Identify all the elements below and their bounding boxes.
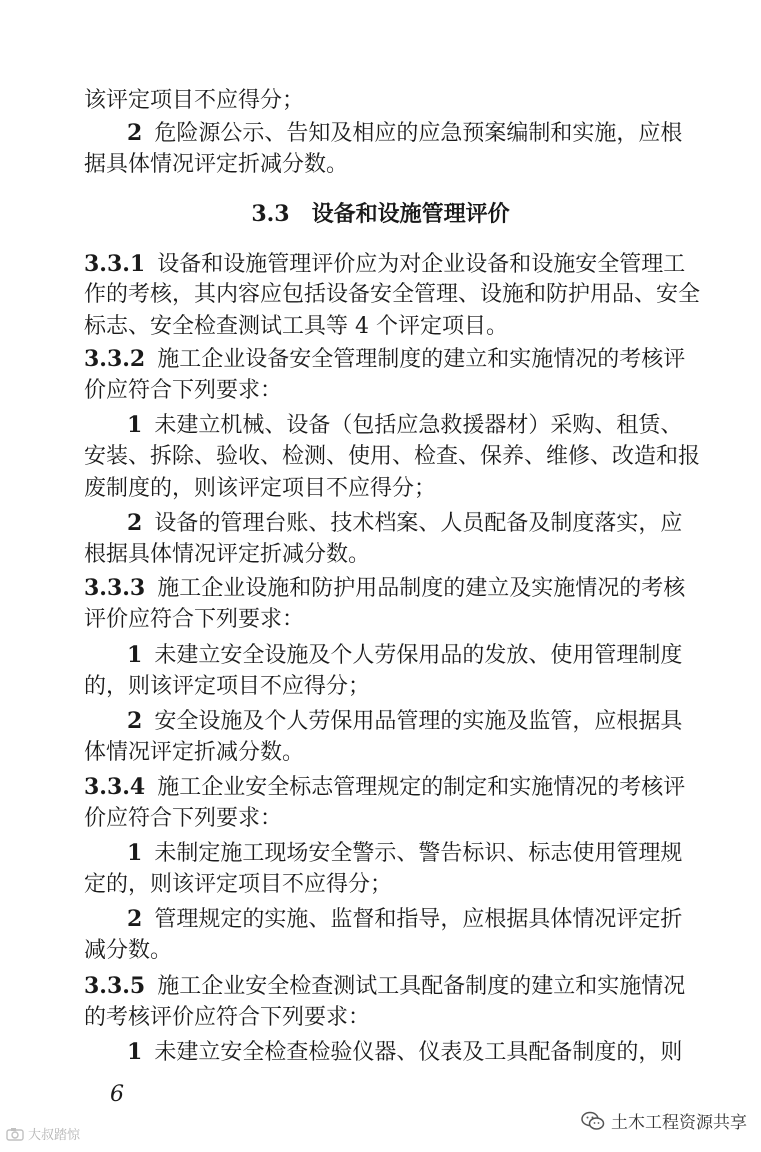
clause-3-3-1: 3.3.1 设备和设施管理评价应为对企业设备和设施安全管理工 xyxy=(84,251,686,277)
list-item: 1 未建立机械、设备（包括应急救援器材）采购、租赁、 xyxy=(127,412,683,438)
text-line: 安装、拆除、验收、检测、使用、检查、保养、维修、改造和报 xyxy=(84,444,701,469)
text-line: 体情况评定折减分数。 xyxy=(84,740,305,765)
text-line: 定的，则该评定项目不应得分； xyxy=(84,872,393,897)
watermark-left: 大叔踏惊 xyxy=(6,1124,80,1143)
list-item: 2 设备的管理台账、技术档案、人员配备及制度落实，应 xyxy=(127,510,683,536)
list-item: 1 未制定施工现场安全警示、警告标识、标志使用管理规 xyxy=(127,840,683,866)
text-line: 作的考核，其内容应包括设备安全管理、设施和防护用品、安全 xyxy=(84,282,701,307)
wechat-icon xyxy=(581,1111,605,1131)
text-line: 据具体情况评定折减分数。 xyxy=(84,152,349,177)
text-line: 标志、安全检查测试工具等 4 个评定项目。 xyxy=(84,314,508,339)
text-line: 该评定项目不应得分； xyxy=(84,88,305,113)
camera-icon xyxy=(6,1127,24,1141)
page-number: 6 xyxy=(110,1082,124,1107)
text-line: 价应符合下列要求： xyxy=(84,378,283,403)
list-item: 1 未建立安全设施及个人劳保用品的发放、使用管理制度 xyxy=(127,642,683,668)
list-item: 2 管理规定的实施、监督和指导，应根据具体情况评定折 xyxy=(127,906,683,932)
clause-3-3-2: 3.3.2 施工企业设备安全管理制度的建立和实施情况的考核评 xyxy=(84,346,686,372)
section-heading: 3.3 设备和设施管理评价 xyxy=(251,201,510,227)
list-item: 1 未建立安全检查检验仪器、仪表及工具配备制度的，则 xyxy=(127,1039,683,1065)
list-item: 2 危险源公示、告知及相应的应急预案编制和实施，应根 xyxy=(127,120,683,146)
text-line: 根据具体情况评定折减分数。 xyxy=(84,542,371,567)
list-item: 2 安全设施及个人劳保用品管理的实施及监管，应根据具 xyxy=(127,708,683,734)
clause-3-3-4: 3.3.4 施工企业安全标志管理规定的制定和实施情况的考核评 xyxy=(84,774,686,800)
text-line: 废制度的，则该评定项目不应得分； xyxy=(84,476,437,501)
watermark-right: 土木工程资源共享 xyxy=(581,1108,747,1133)
text-line: 价应符合下列要求： xyxy=(84,806,283,831)
clause-3-3-5: 3.3.5 施工企业安全检查测试工具配备制度的建立和实施情况 xyxy=(84,973,686,999)
text-line: 评价应符合下列要求： xyxy=(84,607,305,632)
text-line: 的，则该评定项目不应得分； xyxy=(84,674,371,699)
clause-3-3-3: 3.3.3 施工企业设施和防护用品制度的建立及实施情况的考核 xyxy=(84,575,686,601)
text-line: 的考核评价应符合下列要求： xyxy=(84,1005,371,1030)
text-line: 减分数。 xyxy=(84,938,173,963)
